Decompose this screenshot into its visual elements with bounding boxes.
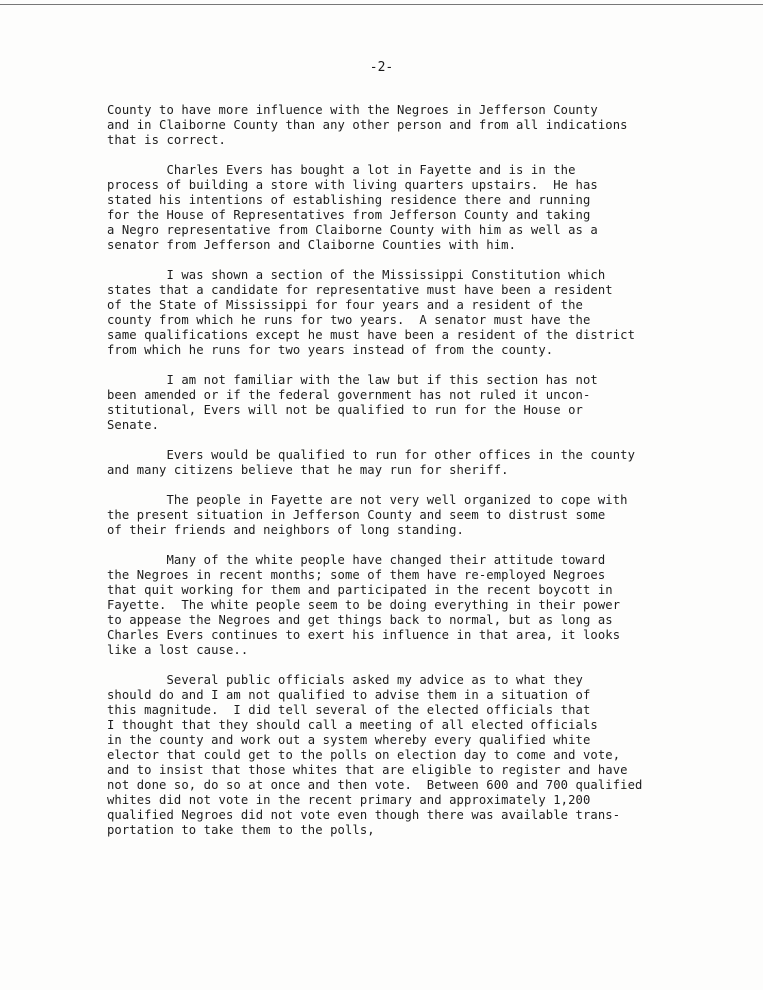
- text-line: same qualifications except he must have been a resident of the district: [107, 328, 636, 342]
- text-line: and to insist that those whites that are eligible to register and have: [107, 763, 628, 777]
- text-line: Evers would be qualified to run for other offices in the county: [107, 448, 636, 462]
- text-line: in the county and work out a system whereby every qualified white: [107, 733, 591, 747]
- text-line: that quit working for them and participated in the recent boycott in: [107, 583, 613, 597]
- text-line: process of building a store with living quarters upstairs. He has: [107, 178, 598, 192]
- text-line: The people in Fayette are not very well organized to cope with: [107, 493, 628, 507]
- text-line: for the House of Representatives from Jefferson County and taking: [107, 208, 591, 222]
- text-line: and in Claiborne County than any other person and from all indications: [107, 118, 628, 132]
- text-line: Senate.: [107, 418, 160, 432]
- text-line: like a lost cause..: [107, 643, 249, 657]
- text-line: the Negroes in recent months; some of them have re-employed Negroes: [107, 568, 606, 582]
- text-line: county from which he runs for two years. A senator must have the: [107, 313, 591, 327]
- text-line: I am not familiar with the law but if this section has not: [107, 373, 598, 387]
- text-line: the present situation in Jefferson County and seem to distrust some: [107, 508, 606, 522]
- text-line: elector that could get to the polls on election day to come and vote,: [107, 748, 621, 762]
- text-line: stated his intentions of establishing residence there and running: [107, 193, 591, 207]
- text-line: senator from Jefferson and Claiborne Counties with him.: [107, 238, 517, 252]
- paragraph: [107, 373, 757, 433]
- text-line: Many of the white people have changed their attitude toward: [107, 553, 606, 567]
- text-line: stitutional, Evers will not be qualified to run for the House or: [107, 403, 583, 417]
- text-line: been amended or if the federal government has not ruled it uncon-: [107, 388, 591, 402]
- text-line: this magnitude. I did tell several of the elected officials that: [107, 703, 591, 717]
- text-line: to appease the Negroes and get things back to normal, but as long as: [107, 613, 613, 627]
- paragraph: [107, 673, 757, 838]
- text-line: of their friends and neighbors of long standing.: [107, 523, 464, 537]
- paragraph: [107, 448, 757, 478]
- text-line: I was shown a section of the Mississippi Constitution which: [107, 268, 606, 282]
- text-line: portation to take them to the polls,: [107, 823, 375, 837]
- text-line: Several public officials asked my advice as to what they: [107, 673, 583, 687]
- text-line: states that a candidate for representative must have been a resident: [107, 283, 613, 297]
- text-line: Fayette. The white people seem to be doing everything in their power: [107, 598, 621, 612]
- paragraph: [107, 163, 757, 253]
- text-line: not done so, do so at once and then vote. Between 600 and 700 qualified: [107, 778, 643, 792]
- text-line: I thought that they should call a meeting of all elected officials: [107, 718, 598, 732]
- paragraph: [107, 493, 757, 538]
- paragraph: [107, 268, 757, 358]
- text-line: and many citizens believe that he may run for sheriff.: [107, 463, 509, 477]
- text-line: a Negro representative from Claiborne County with him as well as a: [107, 223, 598, 237]
- page-number: -2-: [369, 60, 394, 75]
- paragraph: [107, 553, 757, 658]
- text-line: qualified Negroes did not vote even though there was available trans-: [107, 808, 621, 822]
- text-line: Charles Evers has bought a lot in Fayette and is in the: [107, 163, 576, 177]
- document-body: [107, 103, 757, 853]
- text-line: from which he runs for two years instead of from the county.: [107, 343, 554, 357]
- text-line: whites did not vote in the recent primary and approximately 1,200: [107, 793, 591, 807]
- text-line: County to have more influence with the Negroes in Jefferson County: [107, 103, 598, 117]
- text-line: of the State of Mississippi for four years and a resident of the: [107, 298, 583, 312]
- text-line: that is correct.: [107, 133, 226, 147]
- text-line: should do and I am not qualified to advise them in a situation of: [107, 688, 591, 702]
- scan-edge-line: [0, 4, 763, 5]
- paragraph: [107, 103, 757, 148]
- text-line: Charles Evers continues to exert his influence in that area, it looks: [107, 628, 621, 642]
